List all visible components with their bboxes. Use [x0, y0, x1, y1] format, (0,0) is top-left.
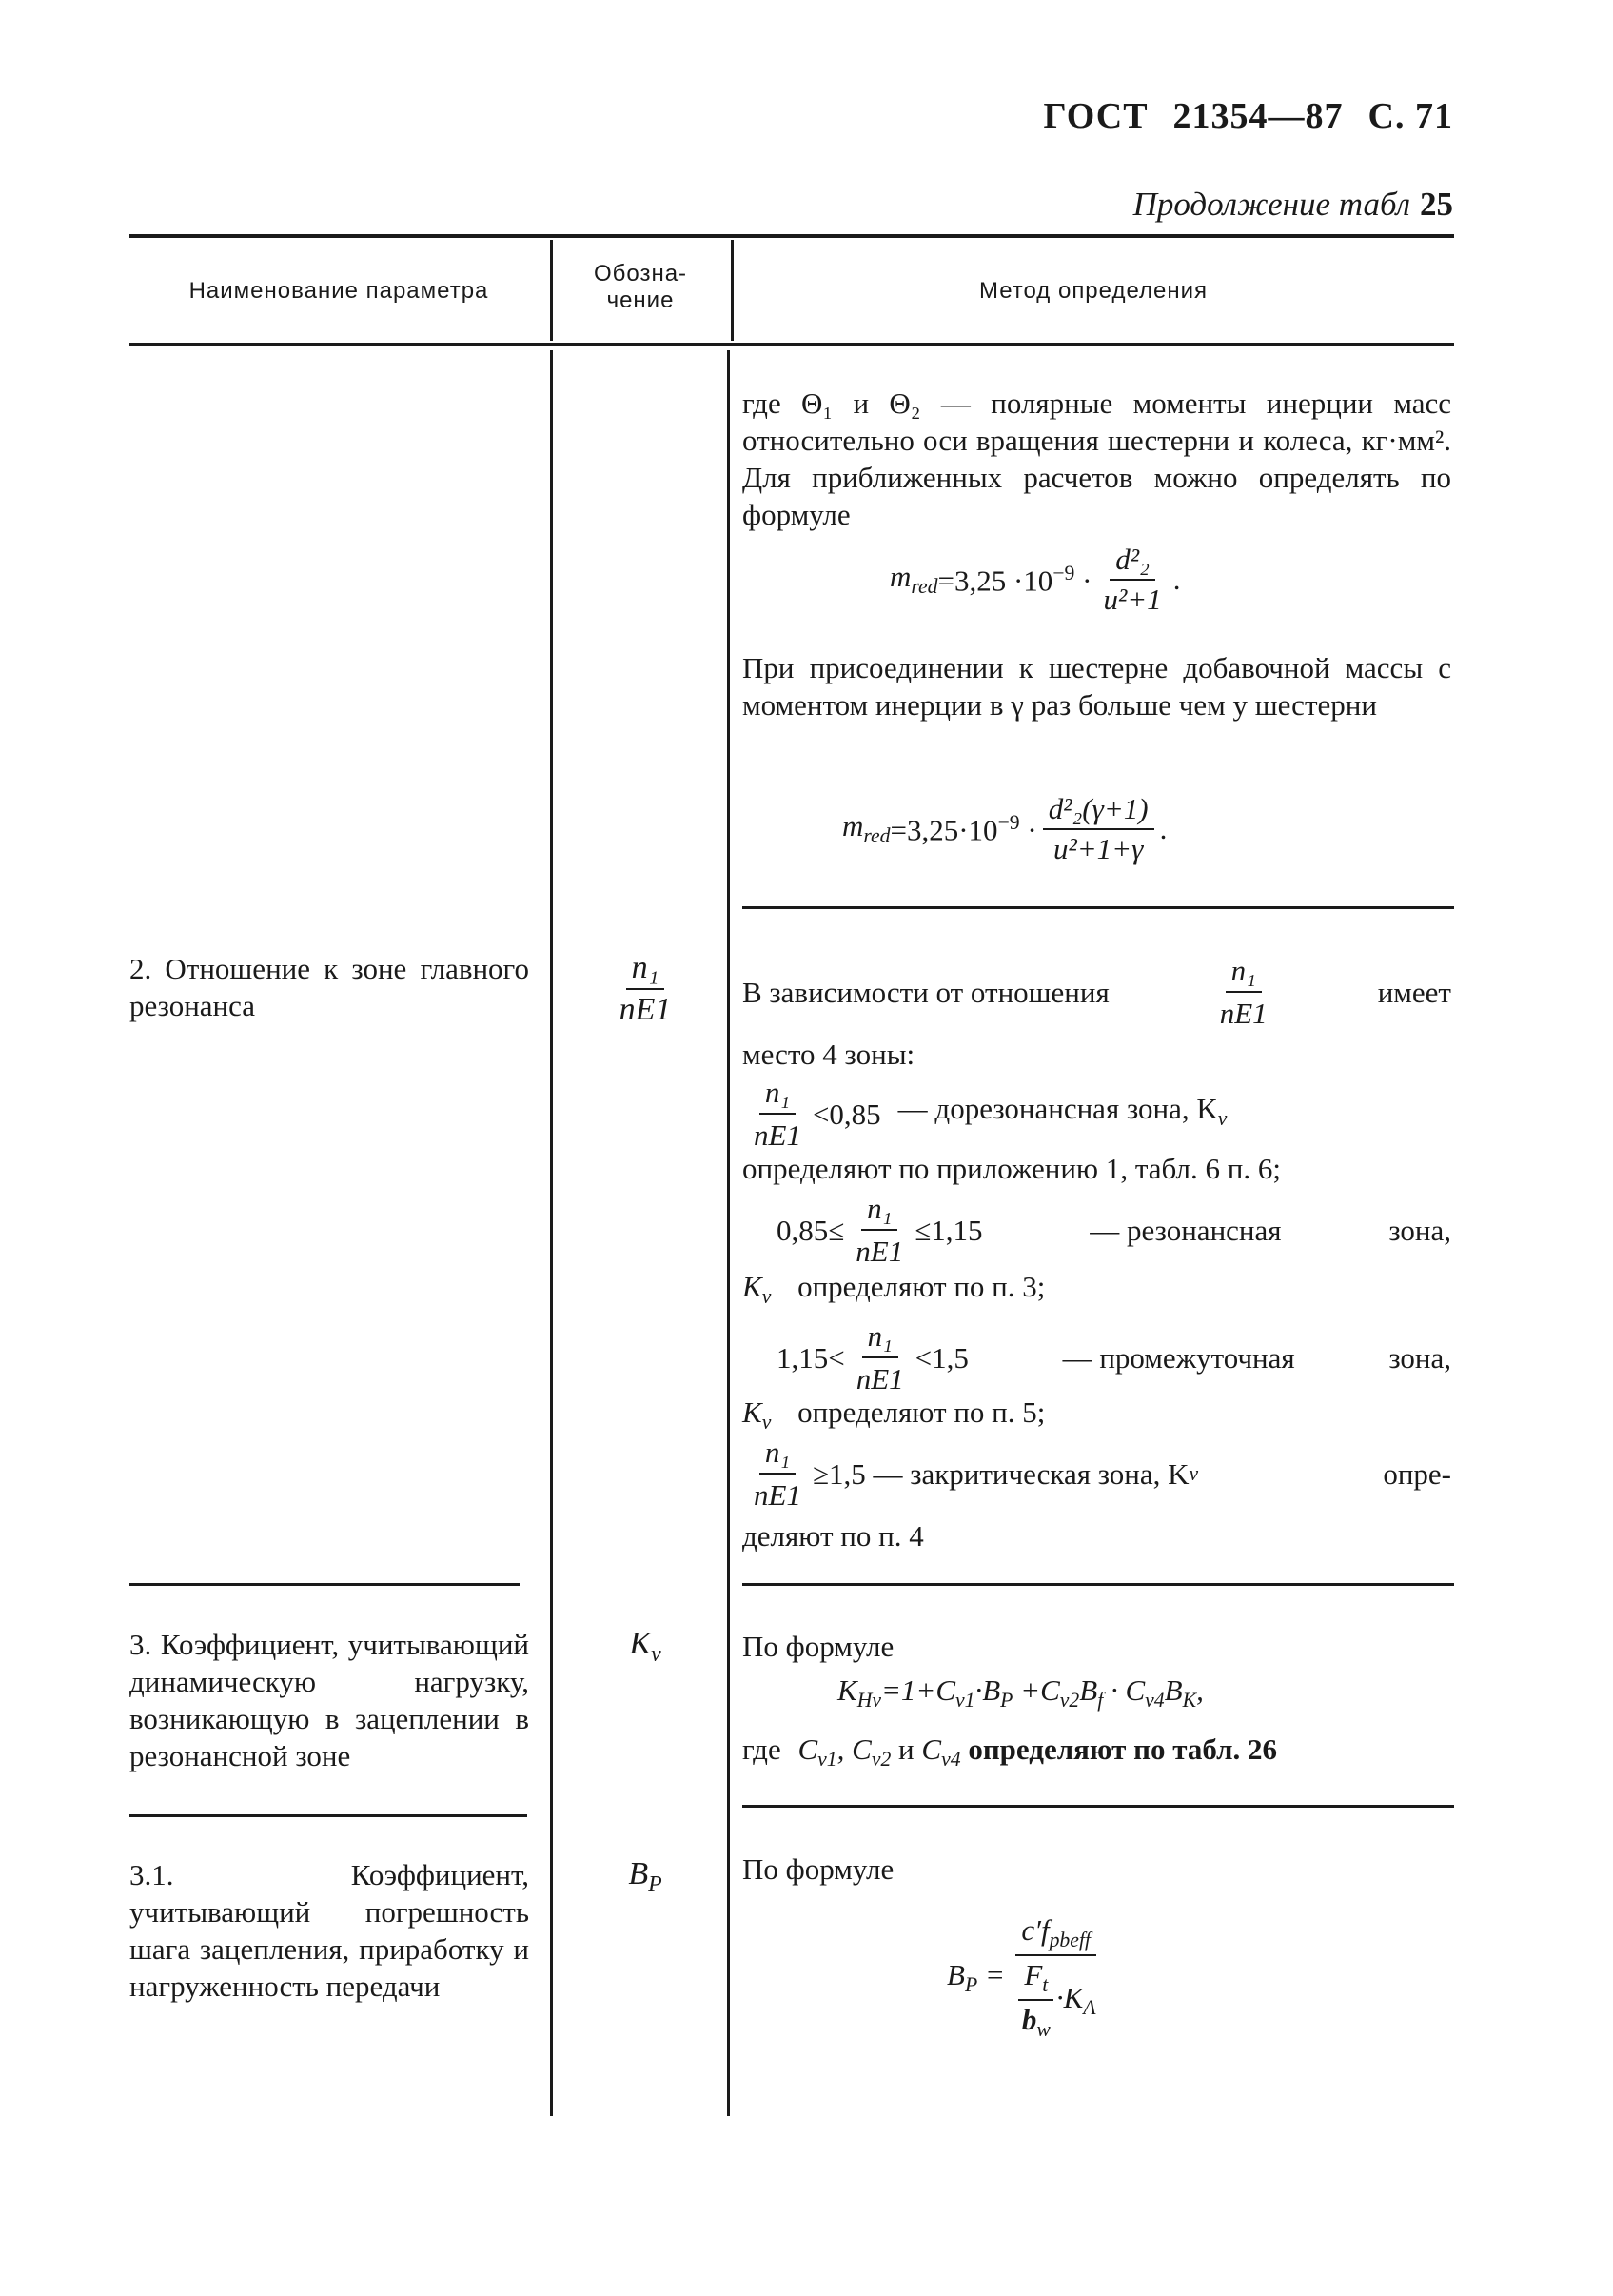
zone1-text: — дорезонансная зона, $K_v$ [897, 1091, 1228, 1131]
f2-fraction [1043, 792, 1154, 866]
row1-symbol-den: nE1 [619, 992, 672, 1027]
row2-bottom-border-right [742, 1805, 1454, 1808]
row0-text2: При присоединении к шестерне добавочной массы с моментом инерции в γ раз больше чем у шестерни [742, 651, 1451, 722]
row1-intro [742, 952, 1451, 1032]
table-continuation [1133, 186, 1453, 224]
zone3-text: — промежуточная [1062, 1340, 1295, 1375]
row2-name: 3. Коэффициент, учитывающий динамическую нагрузку, возникающую в зацеплении в резонансной зоне [129, 1628, 529, 1772]
row2-line1: По формуле [742, 1630, 895, 1663]
zone3-text2: зона, [1388, 1340, 1451, 1375]
row0-bottom-border [742, 906, 1454, 909]
column-divider-2 [727, 350, 730, 2116]
row0-formula-2: $m_{red}$ $=3,25\cdot 10^{-9}$ · $\frac{\text{d²₂(γ+1)}}{\text{u²+1+γ}}$ . [842, 792, 1168, 865]
f2-numerator: d²₂(γ+1) [1043, 792, 1154, 830]
row1-symbol-fraction [614, 950, 678, 1028]
intro-fraction: $\frac{\text{n₁}}{nE1}$ [1219, 954, 1268, 1030]
zone2-text2: зона, [1388, 1213, 1451, 1247]
zone4-text2: опре- [1383, 1456, 1451, 1491]
row1-symbol [560, 950, 731, 1028]
table-top-border [129, 234, 1454, 238]
f2-coef: $=3,25\cdot 10^{-9}$ · [890, 810, 1037, 847]
zone1 [742, 1074, 1451, 1154]
row3-symbol: $B_P$ [628, 1856, 662, 1897]
row0-formula-1: $m_{red}$ $=3,25 \cdot 10^{-9}$ · $\frac{\text{d²₂}}{\text{u²+1}}$ . [890, 543, 1181, 616]
column-header-method: Метод определения [978, 278, 1209, 304]
symbol-header-line2: чение [606, 287, 675, 313]
symbol-header-line1: Обозна- [593, 261, 688, 287]
page-number: С. 71 [1367, 96, 1453, 136]
page-header [1019, 95, 1454, 137]
continuation-label: Продолжение табл [1132, 186, 1410, 223]
row2-formula: $K_{Hv}=1+C_{v1}\cdot B_P +C_{v2}B_f \cdot C_{v4}B_K$, [837, 1673, 1204, 1712]
zone2 [742, 1190, 1451, 1270]
f1-fraction [1097, 543, 1167, 617]
f1-numerator: d²₂ [1110, 543, 1155, 581]
zone2-line2: $K_v$ определяют по п. 3; [742, 1270, 1046, 1309]
zone2-cond: 0,85≤ $\frac{\text{n₁}}{nE1}$ ≤1,15 [777, 1192, 983, 1268]
column-header-symbol [552, 261, 729, 314]
standard-number: 21354—87 [1172, 96, 1344, 136]
zone4-line2: деляют по п. 4 [742, 1519, 924, 1553]
zone1-cond: <0,85 [812, 1097, 881, 1131]
row0-text: где Θ₁ и Θ₂ — полярные моменты инерции масс относительно оси вращения шестерни и колеса, кг·мм². Для приближенных расчетов можно определять по формуле [742, 386, 1451, 531]
row2-table-ref: определяют по табл. 26 [968, 1732, 1277, 1766]
row2-line3: где $C_{v1}$, $C_{v2}$ и $C_{v4}$ определяют по табл. 26 [742, 1732, 1277, 1771]
row3-formula: $B_P$ = $c'f_{pbeff}$ $\frac{F_t}{b_w}$ $\cdot K_A$ [947, 1913, 1108, 2043]
zone1-fraction: $\frac{\text{n₁}}{nE1}$ [754, 1076, 801, 1152]
f1-denominator: u²+1 [1103, 583, 1162, 616]
f2-denominator: u²+1+γ [1052, 832, 1144, 865]
row2-bottom-border-left [129, 1814, 527, 1817]
intro-text-b: имеет [1377, 975, 1451, 1009]
f2-m: $m_{red}$ [842, 809, 891, 848]
table-header-border [129, 343, 1454, 346]
f1-coef: $=3,25 \cdot 10^{-9}$ · [937, 561, 1092, 598]
row2-symbol: $K_v$ [629, 1626, 661, 1667]
row1-name: 2. Отношение к зоне главного резонанса [129, 952, 529, 1022]
zone1-line2: определяют по приложению 1, табл. 6 п. 6; [742, 1152, 1281, 1185]
zone3 [742, 1317, 1451, 1397]
row3-line1: По формуле [742, 1852, 895, 1886]
row1-symbol-num: n₁ [626, 950, 665, 990]
column-header-name: Наименование параметра [188, 278, 489, 304]
intro-text-a: В зависимости от отношения [742, 975, 1110, 1009]
zone3-cond: 1,15< $\frac{\text{n₁}}{nE1}$ <1,5 [777, 1319, 969, 1395]
f1-m: $m_{red}$ [890, 560, 938, 599]
zone4-cond: $\frac{\text{n₁}}{nE1}$ ≥1,5 — закритическая зона, K v [754, 1435, 1199, 1512]
zone3-line2: $K_v$ определяют по п. 5; [742, 1395, 1046, 1435]
row1-bottom-border-left [129, 1583, 520, 1586]
row1-bottom-border-right [742, 1583, 1454, 1586]
row3-fraction: $c'f_{pbeff}$ $\frac{F_t}{b_w}$ $\cdot K_A$ [1011, 1913, 1102, 2043]
standard-label: ГОСТ [1043, 96, 1149, 136]
zone4 [742, 1434, 1451, 1514]
row1-intro-c: место 4 зоны: [742, 1038, 915, 1071]
row3-name: 3.1. Коэффициент, учитывающий погрешность шага зацепления, приработку и нагруженность передачи [129, 1858, 529, 2003]
column-divider-1 [550, 350, 553, 2116]
table-number: 25 [1420, 186, 1453, 223]
zone2-text: — резонансная [1090, 1213, 1282, 1247]
